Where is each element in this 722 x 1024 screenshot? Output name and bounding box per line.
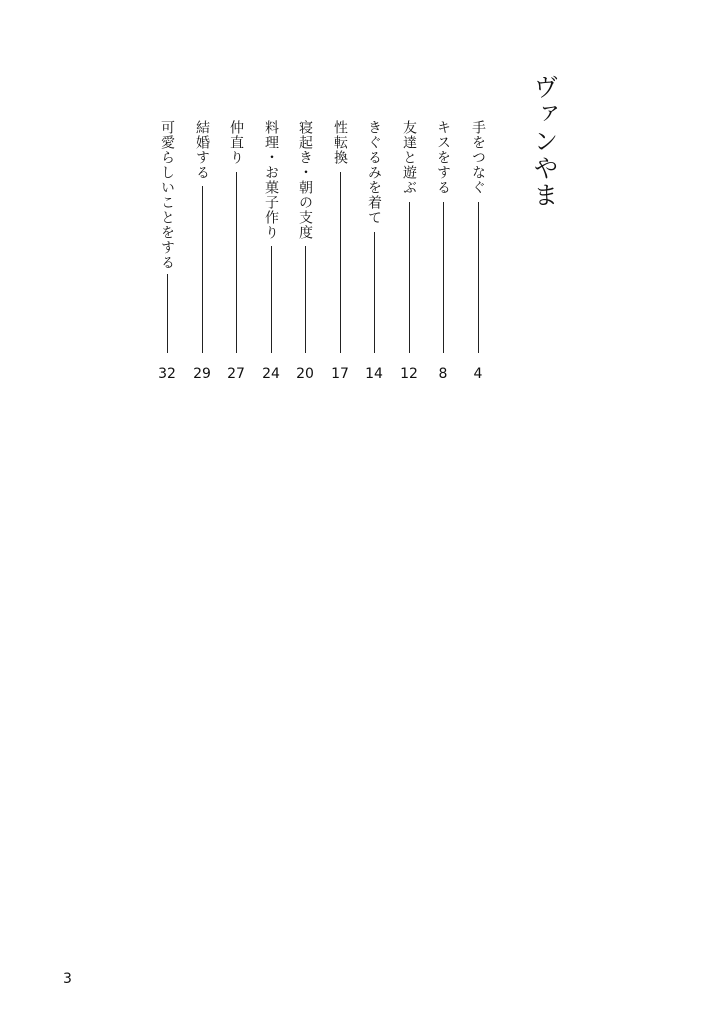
toc-entry-page: 17	[331, 366, 349, 382]
toc-entry	[397, 120, 421, 385]
toc-entry	[466, 120, 490, 385]
toc-entry-title: きぐるみを着て	[366, 120, 382, 225]
toc-entry-title: 寝起き・朝の支度	[297, 120, 313, 240]
toc-leader-line	[340, 172, 341, 353]
toc-leader-line	[305, 246, 306, 353]
toc-entry-title: キスをする	[435, 120, 451, 195]
toc-leader-line	[271, 246, 272, 353]
toc-entry-page: 27	[227, 366, 245, 382]
toc-entry	[155, 120, 179, 385]
toc-entry-title: 性転換	[332, 120, 348, 165]
toc-entry	[362, 120, 386, 385]
toc-leader-line	[202, 186, 203, 353]
toc-entry-page: 29	[193, 366, 211, 382]
toc-entry-page: 12	[400, 366, 418, 382]
toc-entry-page: 8	[438, 366, 448, 382]
toc-entry-title: 手をつなぐ	[470, 120, 486, 195]
toc-entry	[431, 120, 455, 385]
toc-leader-line	[478, 202, 479, 353]
table-of-contents	[150, 120, 495, 385]
toc-entry-page: 20	[296, 366, 314, 382]
toc-entry-page: 32	[158, 366, 176, 382]
toc-leader-line	[374, 232, 375, 353]
toc-entry	[328, 120, 352, 385]
toc-leader-line	[236, 172, 237, 353]
toc-entry-page: 14	[365, 366, 383, 382]
page-number: 3	[63, 971, 72, 987]
toc-leader-line	[443, 202, 444, 353]
toc-entry-page: 24	[262, 366, 280, 382]
toc-entry-title: 仲直り	[228, 120, 244, 165]
section-title: ヴァンやま	[530, 74, 559, 209]
toc-entry	[224, 120, 248, 385]
toc-entry	[293, 120, 317, 385]
toc-entry-page: 4	[473, 366, 483, 382]
toc-entry	[190, 120, 214, 385]
toc-leader-line	[167, 274, 168, 353]
toc-leader-line	[409, 202, 410, 353]
toc-entry-title: 料理・お菓子作り	[263, 120, 279, 240]
toc-entry-title: 友達と遊ぶ	[401, 120, 417, 195]
toc-entry-title: 可愛らしいことをする	[159, 120, 175, 270]
toc-entry-title: 結婚する	[194, 120, 210, 180]
toc-entry	[259, 120, 283, 385]
